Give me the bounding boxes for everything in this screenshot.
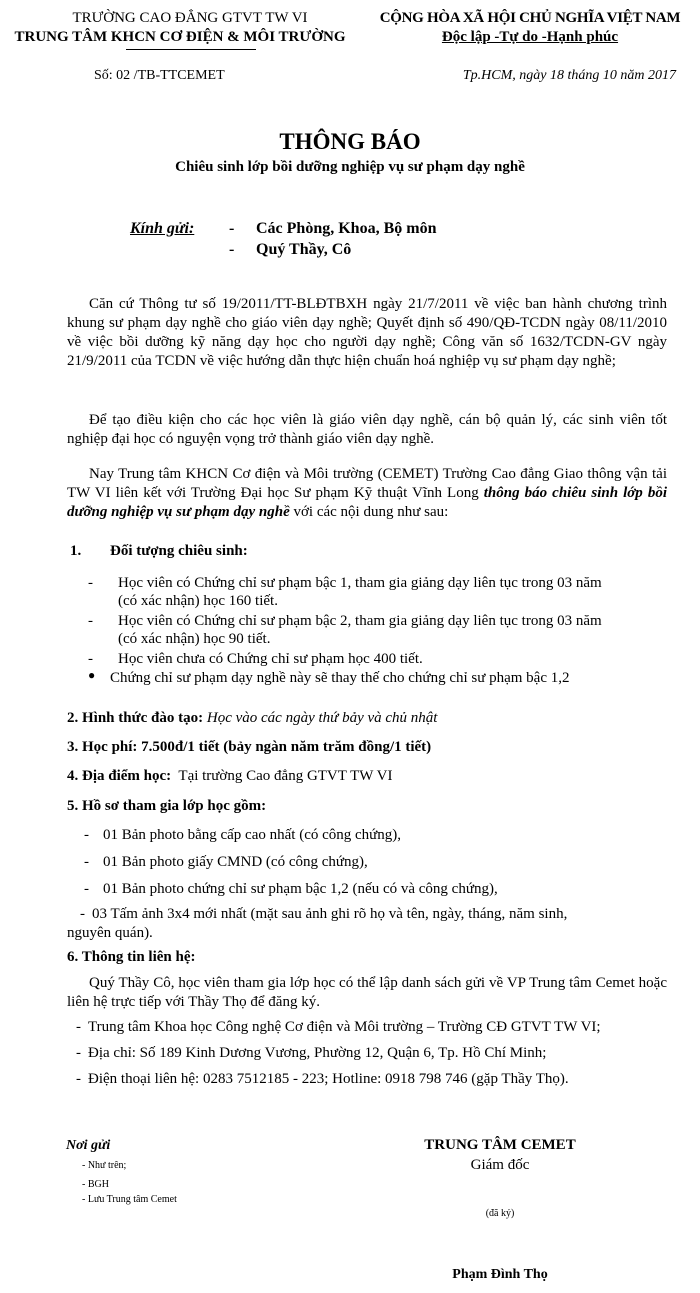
sign-org: TRUNG TÂM CEMET [424, 1137, 576, 1153]
section5-item-1: 01 Bản photo bằng cấp cao nhất (có công chứng), [103, 827, 402, 843]
signer-name: Phạm Đình Thọ [452, 1267, 548, 1282]
section6-dash-2: - [76, 1045, 81, 1061]
announcement-text-emphasis: thông báo chiêu sinh lớp bồi dưỡng nghiệp vụ sư phạm dạy nghề [67, 485, 668, 520]
section6-item-2: Địa chỉ: Số 189 Kinh Dương Vương, Phường 12, Quận 6, Tp. Hồ Chí Minh; [88, 1045, 547, 1061]
section2 [67, 709, 437, 727]
signed-note: (đã ký) [485, 1208, 515, 1219]
section6-item-3: Điện thoại liên hệ: 0283 7512185 - 223; Hotline: 0918 798 746 (gặp Thầy Thọ). [88, 1071, 569, 1087]
section5-dash-3: - [84, 881, 89, 897]
section4-label: 4. Địa điểm học: [67, 768, 172, 784]
recipient-1: Các Phòng, Khoa, Bộ môn [256, 220, 437, 237]
section5-dash-1: - [84, 827, 89, 843]
section4 [67, 767, 393, 785]
section1-item-1a: Học viên có Chứng chỉ sư phạm bậc 1, tham gia giảng dạy liên tục trong 03 năm [118, 575, 602, 591]
paragraph-announcement [67, 465, 667, 522]
section6-dash-1: - [76, 1019, 81, 1035]
section1-dash-1: - [88, 575, 93, 591]
section1-number: 1. [70, 543, 82, 559]
section1-dash-2: - [88, 613, 93, 629]
section1-item-2a: Học viên có Chứng chỉ sư phạm bậc 2, tham gia giảng dạy liên tục trong 03 năm [118, 613, 602, 629]
announcement-text-a: Nay Trung tâm KHCN Cơ điện và Môi trường (CEMET) Trường Cao đẳng Giao thông vận tải TW VI liên kết với Trường Đại học Sư phạm Kỹ thuật Vĩnh Long [67, 466, 667, 501]
sign-title: Giám đốc [470, 1157, 530, 1173]
section5-dash-4: - [80, 906, 85, 922]
recipient-2: Quý Thầy, Cô [256, 241, 352, 258]
section1-item-2b: (có xác nhận) học 90 tiết. [118, 631, 271, 647]
page-title: THÔNG BÁO [279, 129, 421, 154]
section4-value: Tại trường Cao đẳng GTVT TW VI [178, 768, 393, 784]
section5-item-4b: nguyên quán). [67, 925, 153, 941]
section2-value: Học vào các ngày thứ bảy và chủ nhật [206, 710, 438, 726]
noi-gui-item-3: - Lưu Trung tâm Cemet [82, 1194, 177, 1205]
section6-intro: Quý Thầy Cô, học viên tham gia lớp học có thể lập danh sách gửi về VP Trung tâm Cemet hoặc liên hệ trực tiếp với Thầy Thọ để đăng ký. [67, 975, 667, 1010]
section5-item-4a: 03 Tấm ảnh 3x4 mới nhất (mặt sau ảnh ghi rõ họ và tên, ngày, tháng, năm sinh, [92, 906, 568, 922]
paragraph-purpose: Để tạo điều kiện cho các học viên là giáo viên dạy nghề, cán bộ quản lý, các sinh viên tốt nghiệp đại học có nguyện vọng trở thành giáo viên dạy nghề. [67, 412, 667, 447]
org-underline [126, 49, 256, 50]
section1-item-1b: (có xác nhận) học 160 tiết. [118, 593, 278, 609]
section6-heading: 6. Thông tin liên hệ: [67, 949, 196, 965]
section6-dash-3: - [76, 1071, 81, 1087]
section5-item-2: 01 Bản photo giấy CMND (có công chứng), [103, 854, 368, 870]
section3: 3. Học phí: 7.500đ/1 tiết (bảy ngàn năm trăm đồng/1 tiết) [67, 739, 432, 755]
recipient-dash-1: - [229, 220, 235, 237]
section5-heading: 5. Hồ sơ tham gia lớp học gồm: [67, 798, 267, 814]
page-subtitle: Chiêu sinh lớp bồi dưỡng nghiệp vụ sư phạm dạy nghề [175, 159, 525, 175]
place-date: Tp.HCM, ngày 18 tháng 10 năm 2017 [462, 68, 676, 83]
noi-gui-item-1: - Như trên; [82, 1160, 127, 1171]
doc-number: Số: 02 /TB-TTCEMET [94, 68, 225, 83]
section1-heading: Đối tượng chiêu sinh: [110, 543, 248, 559]
section5-item-3: 01 Bản photo chứng chỉ sư phạm bậc 1,2 (nếu có và công chứng), [103, 881, 498, 897]
recipient-label: Kính gửi: [130, 220, 195, 237]
section2-label: 2. Hình thức đào tạo: [67, 710, 204, 726]
noi-gui-item-2: - BGH [82, 1179, 109, 1190]
section1-dash-3: - [88, 651, 93, 667]
section1-item-3: Học viên chưa có Chứng chỉ sư phạm học 400 tiết. [118, 651, 423, 667]
motto: Độc lập -Tự do -Hạnh phúc [441, 29, 619, 45]
paragraph-legal-basis: Căn cứ Thông tư số 19/2011/TT-BLĐTBXH ngày 21/7/2011 về việc ban hành chương trình khung sư phạm dạy nghề cho giáo viên dạy nghề; Quyết định số 490/QĐ-TCDN ngày 08/11/2010 về việc bồi dưỡng kỹ năng dạy học cho người dạy nghề; Công văn số 1632/TCDN-GV ngày 21/9/2011 của TCDN về việc hướng dẫn thực hiện chuẩn hoá nghiệp vụ sư phạm dạy nghề; [67, 296, 667, 369]
country-name: CỘNG HÒA XÃ HỘI CHỦ NGHĨA VIỆT NAM [379, 10, 681, 26]
org-line-1: TRƯỜNG CAO ĐẲNG GTVT TW VI [72, 10, 308, 26]
noi-gui-label: Nơi gửi [66, 1138, 111, 1153]
org-line-2: TRUNG TÂM KHCN CƠ ĐIỆN & MÔI TRƯỜNG [14, 29, 346, 45]
recipient-dash-2: - [229, 241, 235, 258]
announcement-text-c: với các nội dung như sau: [289, 504, 449, 520]
section6-item-1: Trung tâm Khoa học Công nghệ Cơ điện và Môi trường – Trường CĐ GTVT TW VI; [88, 1019, 601, 1035]
bullet-icon: ● [88, 668, 96, 682]
section5-dash-2: - [84, 854, 89, 870]
section1-bullet: Chứng chỉ sư phạm dạy nghề này sẽ thay thế cho chứng chỉ sư phạm bậc 1,2 [110, 670, 570, 686]
